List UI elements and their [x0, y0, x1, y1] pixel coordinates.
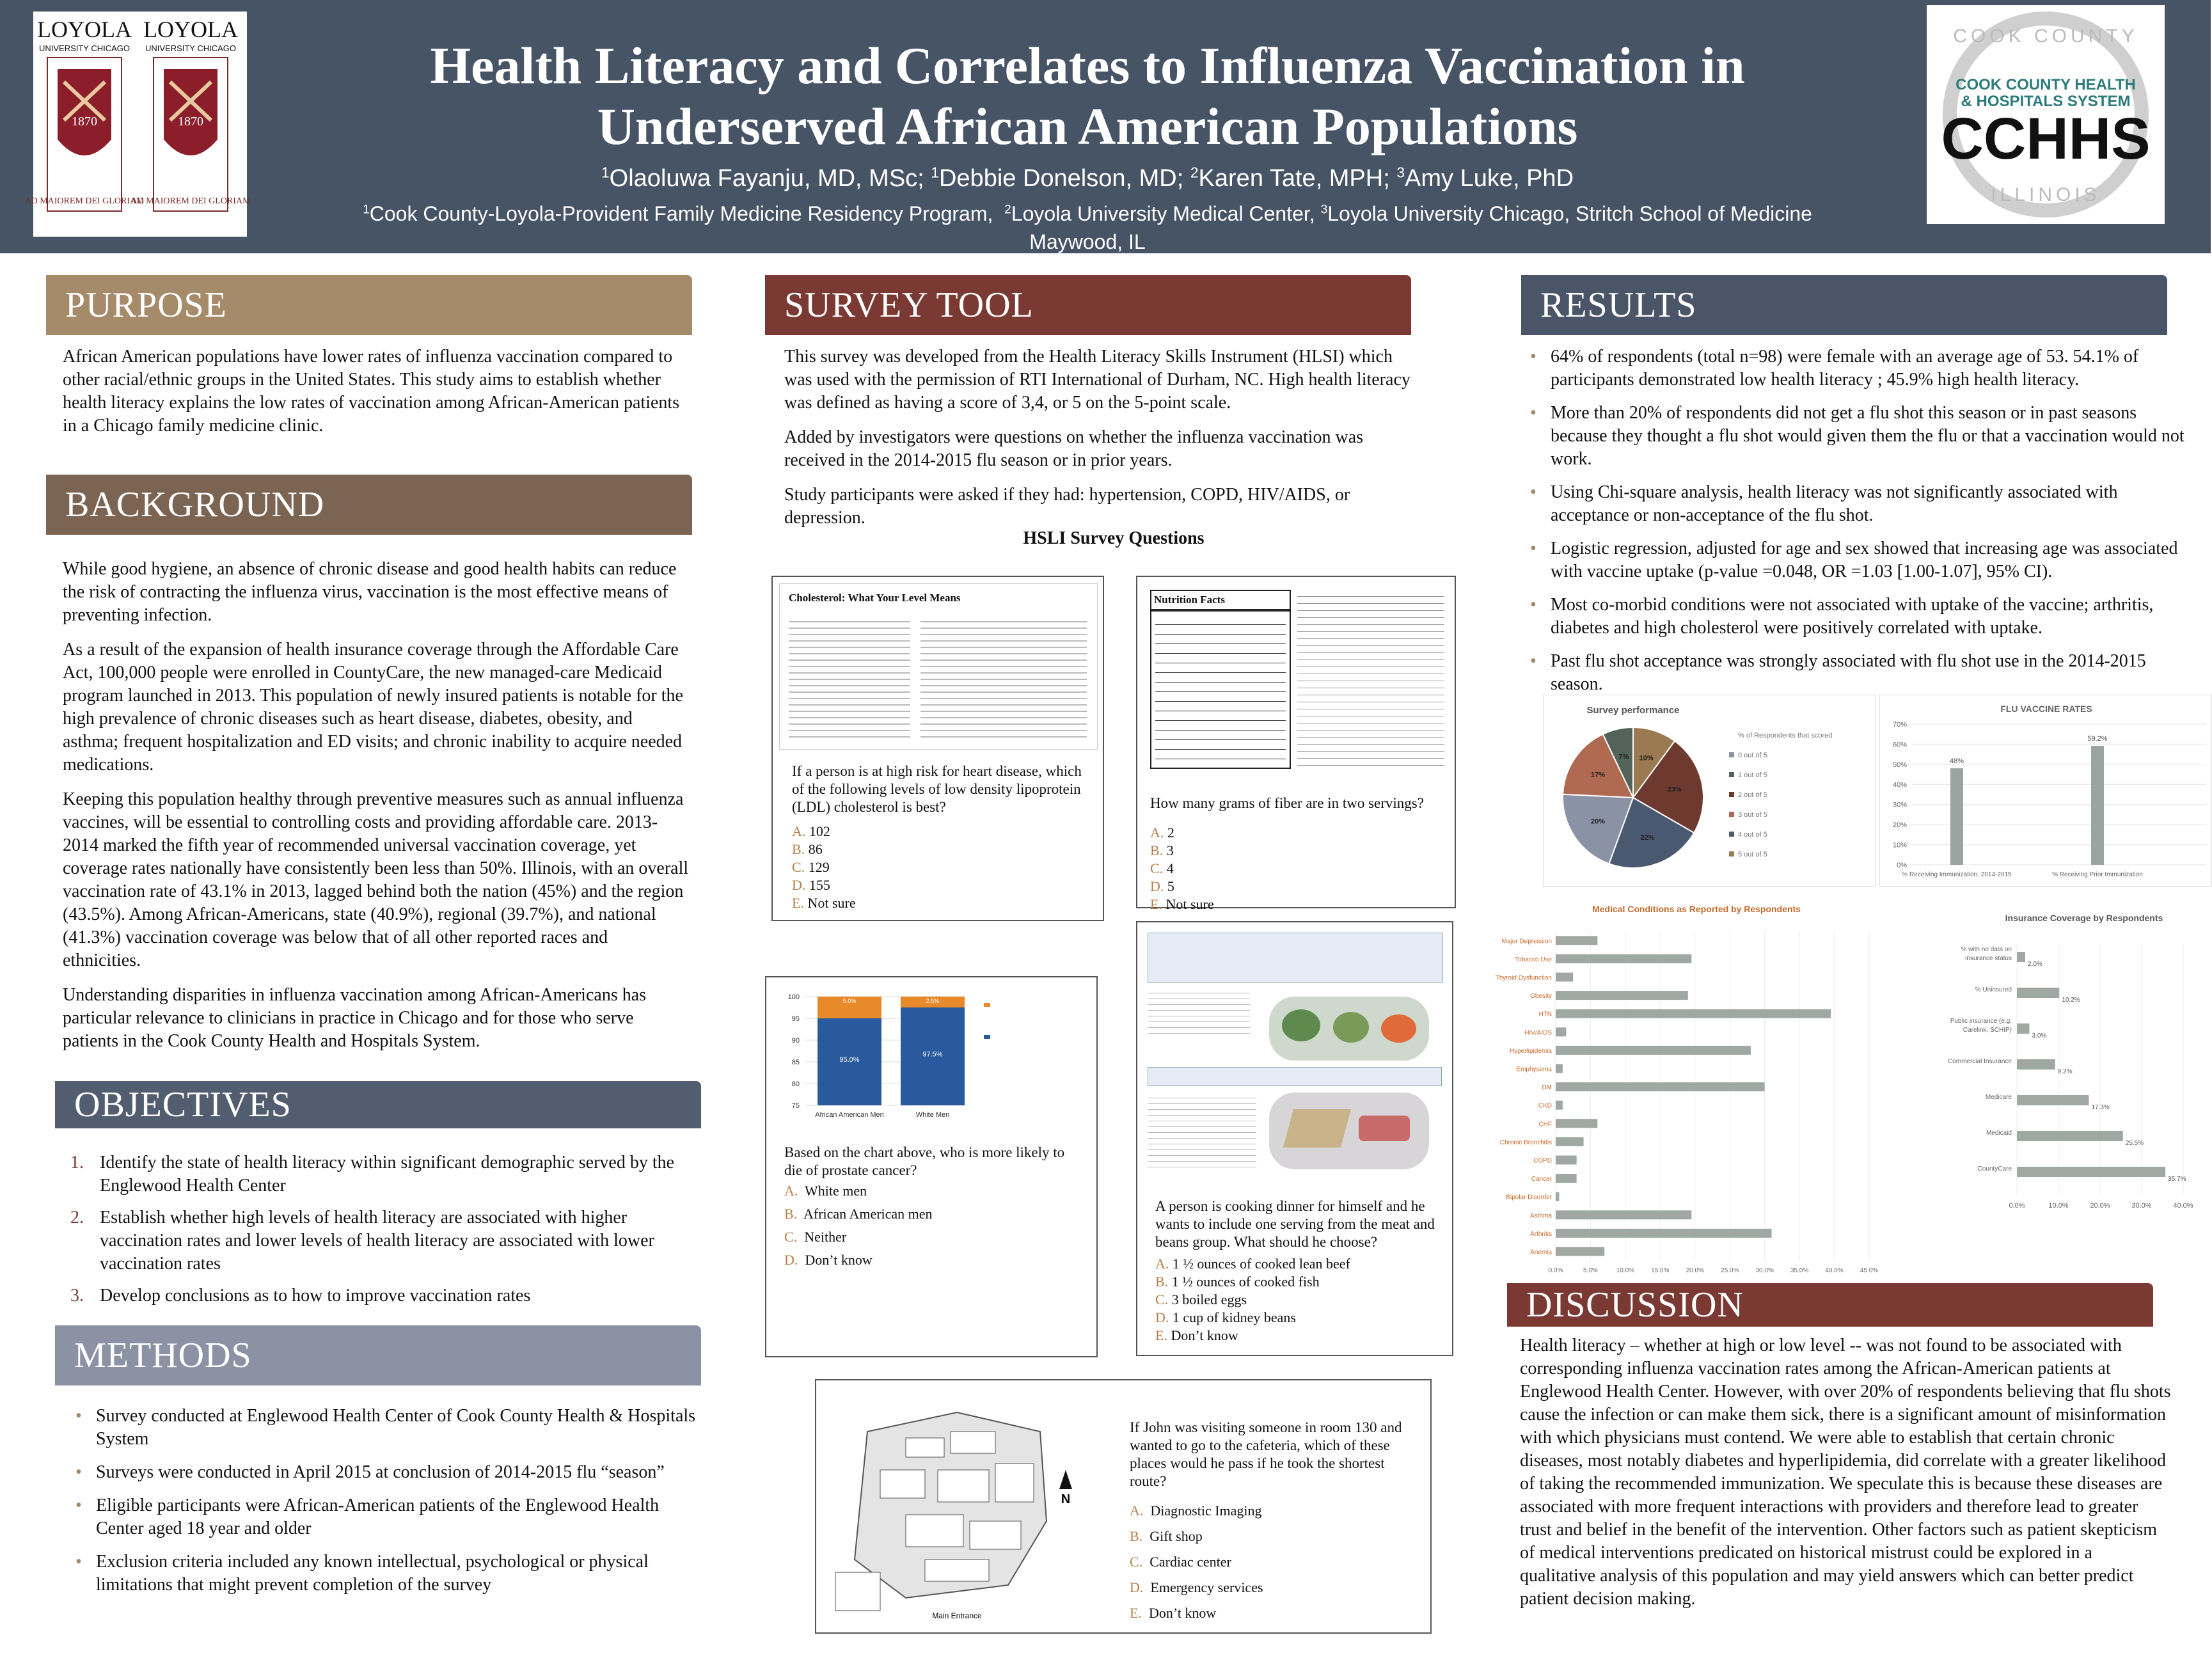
- tick-label: 20%: [1892, 821, 1907, 830]
- tick-label: 5.0%: [1583, 1267, 1598, 1274]
- question-text: A person is cooking dinner for himself and he wants to include one serving from the meat and beans group. What should he choose?: [1155, 1198, 1435, 1250]
- answer-options: A. 1 ½ ounces of cooked lean beef B. 1 ½ ounces of cooked fish C. 3 boiled eggs D. 1 cup of kidney beans E. Don’t know: [1155, 1256, 1350, 1343]
- methods-heading: METHODS: [55, 1325, 701, 1386]
- category-label: insurance status: [1965, 955, 2012, 962]
- data-label: 5.0%: [842, 998, 857, 1004]
- data-label: 2.5%: [926, 998, 940, 1004]
- tick-label: 60%: [1892, 741, 1907, 749]
- svg-text:LOYOLA: LOYOLA: [37, 17, 132, 42]
- legend-swatch: [1729, 752, 1734, 757]
- category-label: Cancer: [1531, 1176, 1552, 1183]
- tick-label: 10.0%: [2048, 1202, 2069, 1210]
- tick-label: 100: [787, 993, 800, 1001]
- list-item: 2. Establish whether high levels of health literacy are associated with higher vaccination rates and lower levels of health literacy are associated with lower vaccination rates: [70, 1208, 654, 1274]
- survey-questions-title: HSLI Survey Questions: [1023, 528, 1205, 548]
- nutrition-label: Nutrition Facts: [1150, 590, 1291, 769]
- pie-slice-label: 10%: [1639, 754, 1654, 762]
- answer-options: A. Diagnostic Imaging B. Gift shop C. Cardiac center D. Emergency services E. Don’t know: [1130, 1503, 1263, 1621]
- bar: [1556, 1156, 1577, 1165]
- category-label: Medicare: [1985, 1094, 2012, 1101]
- bar: [1556, 1027, 1566, 1036]
- category-label: Tobacco Use: [1515, 956, 1552, 963]
- bar: [2017, 1131, 2123, 1141]
- category-label: DM: [1542, 1084, 1552, 1092]
- methods-list: [63, 1405, 702, 1607]
- prostate-stacked-bar-chart: [773, 984, 1093, 1125]
- survey-performance-pie-chart: [1543, 695, 1876, 887]
- survey-card-meat-beans: [1136, 921, 1453, 1356]
- category-label: Bipolar Disorder: [1506, 1194, 1552, 1201]
- legend-entry: 4 out of 5: [1738, 831, 1767, 839]
- svg-text:LOYOLA: LOYOLA: [143, 17, 238, 42]
- bar: [1556, 1119, 1597, 1128]
- legend-swatch: [984, 1035, 990, 1039]
- bar: [1556, 1247, 1604, 1256]
- legend-entry: 0 out of 5: [1738, 752, 1767, 759]
- data-label: 97.5%: [922, 1050, 943, 1059]
- data-label: 3.0%: [2032, 1032, 2047, 1039]
- legend-swatch: [984, 1003, 990, 1007]
- tick-label: 90: [791, 1037, 800, 1045]
- data-label: 10.2%: [2062, 997, 2080, 1004]
- location: Maywood, IL: [1029, 230, 1146, 253]
- bar: [1556, 1174, 1577, 1183]
- tick-label: 20.0%: [1686, 1267, 1704, 1274]
- category-label: Anemia: [1530, 1249, 1552, 1256]
- svg-text:UNIVERSITY CHICAGO: UNIVERSITY CHICAGO: [145, 43, 237, 53]
- pie-slice-label: 7%: [1618, 753, 1629, 761]
- loyola-logo: [24, 12, 251, 237]
- category-label: CountyCare: [1977, 1165, 2012, 1172]
- tick-label: 0.0%: [2009, 1202, 2025, 1210]
- bar: [2017, 1023, 2030, 1034]
- tick-label: 95: [791, 1015, 800, 1023]
- category-label: % Uninsured: [1975, 986, 2012, 993]
- background-paragraph: Keeping this population healthy through preventive measures such as annual influenza vaccines, will be essential to controlling costs and providing affordable care. 2013-2014 marked the fifth year of recommended universal vaccination coverage, yet coverage rates nationally have consistently been less than 50%. Illinois, with an overall vaccination rate of 43.1% in 2013, lagged behind both the nation (45%) and the region (43.5%). Among African-Americans, state (40.9%), regional (39.7%), and national (41.3%) vaccination coverage was below that of all other reported races and ethnicities.: [63, 789, 689, 970]
- svg-text:AD MAIOREM DEI GLORIAM: AD MAIOREM DEI GLORIAM: [24, 196, 145, 206]
- food-photo: [1269, 997, 1429, 1061]
- legend-entry: 1 out of 5: [1738, 771, 1767, 779]
- legend-swatch: [1729, 812, 1734, 817]
- legend-swatch: [1729, 792, 1734, 797]
- bar: [1556, 1137, 1584, 1146]
- data-label: 59.2%: [2087, 734, 2108, 743]
- question-text: Based on the chart above, who is more likely to die of prostate cancer?: [784, 1144, 1065, 1178]
- data-label: 2.0%: [2028, 961, 2042, 968]
- category-label: White Men: [915, 1111, 950, 1119]
- data-label: 17.3%: [2091, 1104, 2110, 1111]
- food-guide-document: [1148, 933, 1443, 1182]
- category-label: Public insurance (e.g.: [1950, 1018, 2012, 1025]
- pie-slice-label: 22%: [1640, 834, 1655, 842]
- bar: [1556, 1082, 1765, 1091]
- answer-options: A. 102 B. 86 C. 129 D. 155 E. Not sure: [792, 823, 856, 911]
- bar: [1556, 1192, 1559, 1201]
- medical-conditions-chart: [1495, 899, 1882, 1274]
- tick-label: 0.0%: [1548, 1267, 1563, 1274]
- bar: [1556, 973, 1573, 982]
- tick-label: 70%: [1892, 721, 1907, 729]
- svg-text:& HOSPITALS SYSTEM: & HOSPITALS SYSTEM: [1961, 93, 2131, 110]
- category-label: COPD: [1533, 1157, 1552, 1165]
- question-text: If a person is at high risk for heart disease, which of the following levels of low density lipoprotein (LDL) cholesterol is best?: [792, 763, 1082, 815]
- survey-heading: SURVEY TOOL: [765, 275, 1411, 335]
- category-label: Chronic Bronchitis: [1499, 1139, 1552, 1146]
- question-text: If John was visiting someone in room 130 and wanted to go to the cafeteria, which of these places would he pass if he took the shortest route?: [1130, 1419, 1402, 1489]
- list-item: • 64% of respondents (total n=98) were female with an average age of 53. 54.1% of participants demonstrated low health literacy ; 45.9% high health literacy.: [1517, 345, 2189, 391]
- category-label: Asthma: [1530, 1212, 1552, 1220]
- tick-label: 30%: [1892, 801, 1907, 809]
- answer-options: A. 2 B. 3 C. 4 D. 5 E. Not sure: [1150, 825, 1214, 912]
- poster-title: [269, 35, 1906, 157]
- list-item: • Most co-morbid conditions were not associated with uptake of the vaccine; arthritis, diabetes and high cholesterol were positively correlated with uptake.: [1517, 594, 2189, 640]
- svg-text:COOK COUNTY HEALTH: COOK COUNTY HEALTH: [1955, 76, 2136, 93]
- survey-text: This survey was developed from the Health Literacy Skills Instrument (HLSI) which was used with the permission of RTI International of Durham, NC. High health literacy was defined as having a score of 3,4, or 5 on the 5-point scale. Added by investigators were questions on whether the influenza vaccination was received in the 2014-2015 flu season or in prior years. Study participants were asked if they had: hypertension, COPD, HIV/AIDS, or depression.: [784, 347, 1410, 528]
- tick-label: 40.0%: [2173, 1202, 2193, 1210]
- bar: [2017, 988, 2059, 998]
- north-arrow-icon: [1059, 1470, 1072, 1489]
- objectives-heading: OBJECTIVES: [55, 1081, 701, 1128]
- category-label: Hyperlipidemia: [1509, 1047, 1552, 1055]
- purpose-heading: PURPOSE: [46, 275, 692, 335]
- svg-text:UNIVERSITY CHICAGO: UNIVERSITY CHICAGO: [38, 43, 130, 53]
- category-label: Arthritis: [1530, 1230, 1552, 1238]
- legend-swatch: [1729, 772, 1734, 777]
- bar: [2091, 746, 2104, 865]
- bar: [1556, 1101, 1563, 1110]
- cchhs-seal-icon: [1927, 5, 2165, 224]
- category-label: Emphysema: [1516, 1066, 1552, 1073]
- survey-card-nutrition: [1136, 576, 1456, 912]
- category-label: African American Men: [815, 1111, 884, 1119]
- objectives-list: [55, 1151, 695, 1316]
- tick-label: 25.0%: [1721, 1267, 1739, 1274]
- results-heading: RESULTS: [1521, 275, 2167, 335]
- question-text: How many grams of fiber are in two servings?: [1150, 795, 1424, 811]
- data-label: 48%: [1949, 757, 1964, 766]
- tick-label: 0%: [1897, 862, 1907, 869]
- background-paragraph: As a result of the expansion of health insurance coverage through the Affordable Care Act, 100,000 people were enrolled in CountyCare, the new managed-care Medicaid program launched in 2013. This population of newly insured patients is notable for the high prevalence of chronic diseases such as heart disease, diabetes, obesity, and asthma; frequent hospitalization and ED visits; and chronic inability to acquire needed medications.: [63, 640, 683, 775]
- list-item: • More than 20% of respondents did not get a flu shot this season or in past seasons because they thought a flu shot would given them the flu or that a vaccination would not work.: [1517, 402, 2189, 471]
- list-item: • Surveys were conducted in April 2015 at conclusion of 2014-2015 flu “season”: [63, 1461, 702, 1484]
- category-label: CHF: [1538, 1121, 1552, 1128]
- hospital-map: [829, 1393, 1085, 1623]
- bar: [1556, 1064, 1563, 1073]
- category-label: % Receiving Immunization, 2014-2015: [1902, 871, 2012, 878]
- loyola-shield-icon: [24, 12, 251, 237]
- tick-label: 20.0%: [2090, 1202, 2110, 1210]
- bar: [2017, 1059, 2055, 1070]
- list-item: 1. Identify the state of health literacy within significant demographic served by the Englewood Health Center: [70, 1153, 675, 1196]
- survey-card-hospital-map: [815, 1379, 1432, 1634]
- tick-label: 45.0%: [1860, 1267, 1879, 1274]
- title-line-2: Underserved African American Populations: [597, 97, 1578, 155]
- tick-label: 80: [791, 1080, 800, 1088]
- chart-title: Insurance Coverage by Respondents: [2005, 913, 2163, 923]
- survey-card-prostate-chart: [765, 976, 1098, 1357]
- background-paragraph: While good hygiene, an absence of chronic disease and good health habits can reduce the risk of contracting the influenza virus, vaccination is the most effective means of preventing infection.: [63, 559, 677, 625]
- discussion-heading: DISCUSSION: [1507, 1283, 2153, 1327]
- flu-vaccine-rates-chart: [1879, 695, 2212, 887]
- tick-label: 30.0%: [2131, 1202, 2152, 1210]
- category-label: % Receiving Prior Immunization: [2052, 871, 2143, 878]
- cchhs-logo: [1927, 5, 2165, 224]
- tick-label: 30.0%: [1755, 1267, 1774, 1274]
- tick-label: 50%: [1892, 761, 1907, 769]
- category-label: HTN: [1538, 1011, 1552, 1018]
- title-line-1: Health Literacy and Correlates to Influenza Vaccination in: [430, 36, 1745, 95]
- purpose-text: African American populations have lower rates of influenza vaccination compared to other racial/ethnic groups in the United States. This study aims to establish whether health literacy explains the low rates of vaccination among African-American patients in a Chicago family medicine clinic.: [63, 347, 680, 436]
- category-label: Commercial Insurance: [1947, 1058, 2012, 1065]
- list-item: • Logistic regression, adjusted for age and sex showed that increasing age was associated with vaccine uptake (p-value =0.048, OR =1.03 [1.00-1.07], 95% CI).: [1517, 537, 2189, 583]
- bar: [2017, 1095, 2089, 1105]
- list-item: 3. Develop conclusions as to how to improve vaccination rates: [70, 1286, 531, 1306]
- svg-text:N: N: [1061, 1492, 1071, 1506]
- svg-text:COOK COUNTY: COOK COUNTY: [1953, 26, 2138, 47]
- background-heading: BACKGROUND: [46, 475, 692, 535]
- author-list: $^1$Olaoluwa Fayanju, MD, MSc; $^1$Debbie Donelson, MD; $^2$Karen Tate, MPH; $^3$Amy Luke, PhD: [601, 164, 1574, 192]
- tick-label: 15.0%: [1651, 1267, 1670, 1274]
- tick-label: 35.0%: [1790, 1267, 1809, 1274]
- category-label: Major Depression: [1501, 938, 1552, 945]
- svg-text:1870: 1870: [178, 114, 203, 129]
- category-label: Obesity: [1530, 993, 1552, 1000]
- tick-label: 85: [791, 1059, 800, 1066]
- answer-options: A. White men B. African American men C. Neither D. Don’t know: [784, 1183, 933, 1268]
- data-label: 95.0%: [839, 1056, 860, 1064]
- bar: [1950, 768, 1963, 865]
- legend-entry: 2 out of 5: [1738, 791, 1767, 799]
- tick-label: 10%: [1892, 841, 1907, 849]
- svg-text:Main Entrance: Main Entrance: [932, 1611, 982, 1620]
- bar: [1556, 954, 1691, 963]
- background-paragraph: Understanding disparities in influenza vaccination among African-Americans has particular relevance to clinicians in practice in Chicago and for those who serve patients in the Cook County Health and Hospitals System.: [63, 985, 647, 1051]
- discussion-text: Health literacy – whether at high or low level -- was not found to be associated with corresponding influenza vaccination rates among the African-American patients at Englewood Health Center. However, with over 20% of respondents believing that flu shots cause the infection or can make them sick, there is a significant amount of misinformation with which physicians must contend. We were able to establish that certain chronic diseases, most notably diabetes and hyperlipidemia, did correlate with a greater likelihood of taking the recommended immunization. We speculate this is because these diseases are associated with more frequent interactions with providers and therefore lead to greater trust and belief in the benefit of the intervention. Other factors such as patient skepticism of medical interventions predicated on historical mistrust could be explored in a qualitative analysis of this population and may yield answers which can better predict patient decision making.: [1520, 1336, 2171, 1609]
- chart-title: Survey performance: [1586, 705, 1680, 716]
- bar: [2017, 1167, 2165, 1177]
- legend-swatch: [1729, 851, 1734, 857]
- list-item: • Exclusion criteria included any known intellectual, psychological or physical limitations that might prevent completion of the survey: [63, 1551, 702, 1597]
- bar: [1556, 1210, 1691, 1219]
- legend-entry: % of Respondents that scored: [1738, 732, 1833, 739]
- data-label: 25.5%: [2125, 1140, 2144, 1147]
- tick-label: 40%: [1892, 781, 1907, 789]
- list-item: • Past flu shot acceptance was strongly associated with flu shot use in the 2014-2015 season.: [1517, 650, 2189, 696]
- tick-label: 10.0%: [1616, 1267, 1635, 1274]
- list-item: • Survey conducted at Englewood Health Center of Cook County Health & Hospitals System: [63, 1405, 702, 1451]
- bar: [1556, 1229, 1772, 1238]
- legend-swatch: [1729, 832, 1734, 837]
- category-label: CKD: [1538, 1102, 1552, 1110]
- legend-entry: 3 out of 5: [1738, 811, 1767, 819]
- category-label: % with no data on: [1961, 946, 2012, 953]
- affiliations: $^1$Cook County-Loyola-Provident Family Medicine Residency Program, $^2$Loyola University Medical Center, $^3$Loyola University Chicago, Stritch School of Medicine Maywood, IL: [269, 200, 1906, 256]
- category-label: Medicaid: [1986, 1130, 2012, 1137]
- category-label: HIV/AIDS: [1524, 1029, 1552, 1037]
- results-list: [1517, 345, 2189, 706]
- list-item: • Using Chi-square analysis, health literacy was not significantly associated with acceptance or non-acceptance of the flu shot.: [1517, 481, 2189, 527]
- bar: [2017, 952, 2025, 962]
- list-item: • Eligible participants were African-American patients of the Englewood Health Center aged 18 year and older: [63, 1494, 702, 1540]
- bar: [1556, 1009, 1831, 1018]
- data-label: 9.2%: [2057, 1068, 2073, 1075]
- category-label: Thyroid Dysfunction: [1495, 974, 1552, 982]
- cholesterol-document: Cholesterol: What Your Level Means: [779, 583, 1098, 750]
- survey-card-cholesterol: [771, 576, 1104, 921]
- svg-text:1870: 1870: [72, 114, 97, 129]
- legend-entry: 5 out of 5: [1738, 851, 1767, 858]
- legend-swatch: [1729, 732, 1734, 738]
- bar: [1556, 991, 1688, 1000]
- bar: [1556, 1046, 1751, 1055]
- svg-text:CCHHS: CCHHS: [1941, 106, 2151, 171]
- insurance-coverage-chart: [1892, 906, 2199, 1213]
- tick-label: 40.0%: [1825, 1267, 1844, 1274]
- data-label: 35.7%: [2168, 1176, 2186, 1183]
- background-text: [63, 558, 690, 1064]
- pie-slice-label: 17%: [1591, 771, 1606, 779]
- svg-text:ILLINOIS: ILLINOIS: [1991, 184, 2101, 205]
- svg-text:AD MAIOREM DEI GLORIAM: AD MAIOREM DEI GLORIAM: [130, 196, 251, 206]
- pie-slice-label: 23%: [1667, 786, 1682, 794]
- chart-title: Medical Conditions as Reported by Respondents: [1592, 904, 1801, 914]
- tick-label: 75: [791, 1102, 800, 1110]
- pie-slice-label: 20%: [1591, 817, 1606, 826]
- chart-title: FLU VACCINE RATES: [2000, 704, 2092, 714]
- bar: [1556, 936, 1597, 945]
- category-label: Carelink, SCHIP): [1963, 1027, 2012, 1034]
